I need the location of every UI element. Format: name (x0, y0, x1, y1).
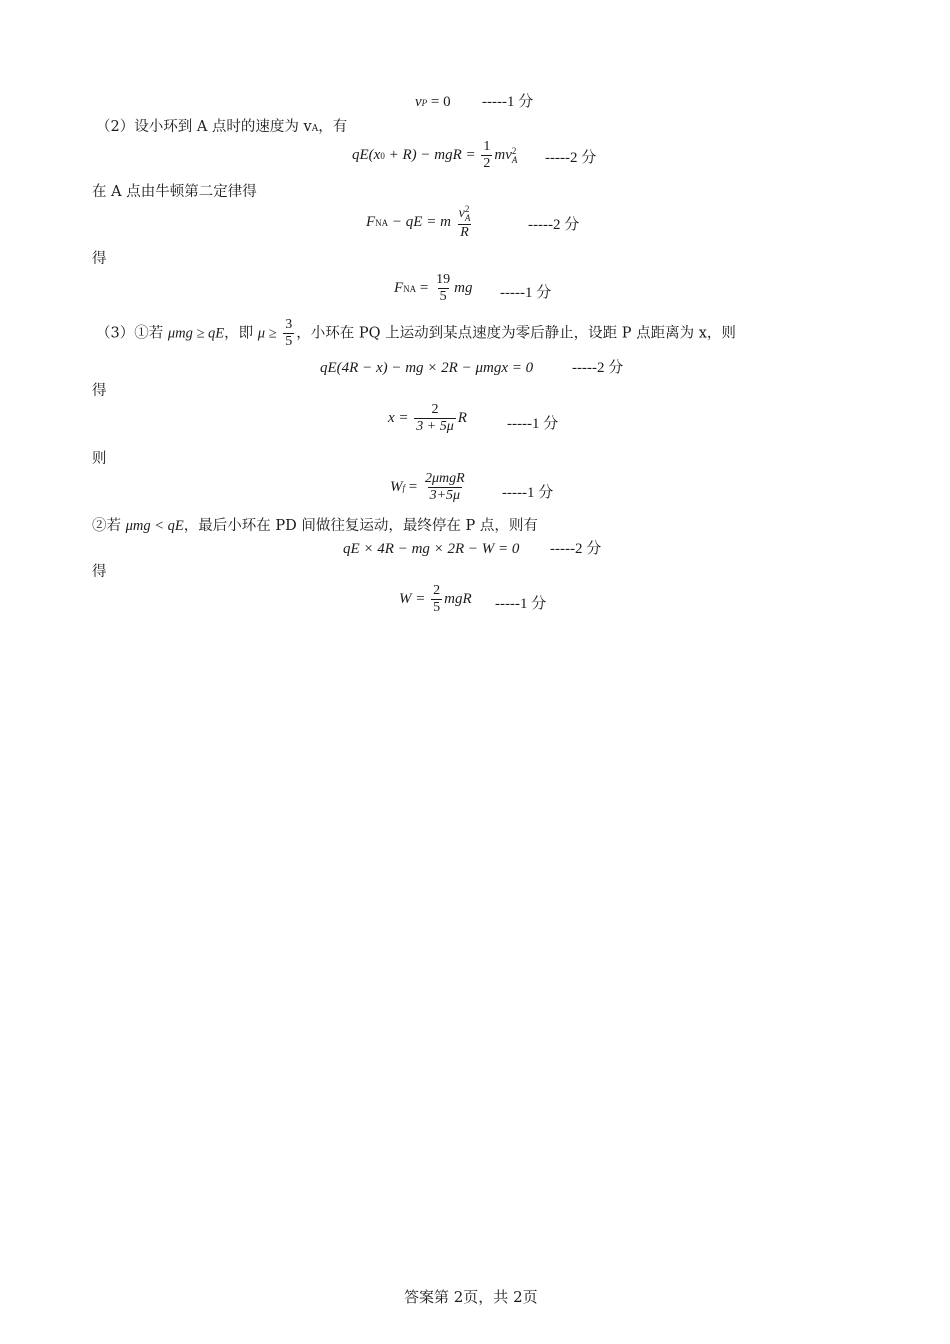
equation-x: x = $\frac{2}{3 + 5\mu}$ R (388, 402, 467, 434)
score-eq3: -----1 分 (500, 285, 552, 301)
part3-2-intro: ②若 μmg < qE，最后小环在 PD 间做往复运动，最终停在 P 点，则有 (92, 518, 538, 534)
equation-energy-a: qE(x0 + R) − mgR = $\frac{1}{2}$ mv 2 A (352, 139, 518, 171)
part2-intro: （2）设小环到 A 点时的速度为 vA，有 (96, 119, 348, 135)
ze: 则 (92, 451, 107, 467)
score-eq5: -----1 分 (507, 416, 559, 432)
equation-energy-w: qE × 4R − mg × 2R − W = 0 (343, 541, 520, 557)
equation-wf: Wf = $\frac{\text{2μmgR}}{3+5\mu}$ (390, 471, 465, 503)
score-eq7: -----2 分 (550, 541, 602, 557)
score-eq1: -----2 分 (545, 150, 597, 166)
equation-fna: FNA = $\frac{19}{5}$ mg (394, 272, 473, 304)
de-3: 得 (92, 564, 107, 580)
score-eq6: -----1 分 (502, 485, 554, 501)
equation-newton-a: FNA − qE = m v 2 A R (366, 204, 471, 240)
score-eq8: -----1 分 (495, 596, 547, 612)
equation-energy-x: qE(4R − x) − mg × 2R − μmgx = 0 (320, 360, 534, 376)
newton-intro: 在 A 点由牛顿第二定律得 (92, 184, 257, 200)
de-1: 得 (92, 251, 107, 267)
score-vp: -----1 分 (482, 94, 534, 110)
score-eq4: -----2 分 (572, 360, 624, 376)
page-footer: 答案第 2页，共 2页 (404, 1288, 538, 1306)
de-2: 得 (92, 383, 107, 399)
score-eq2: -----2 分 (528, 217, 580, 233)
equation-vp: vP = 0 (415, 94, 451, 110)
part3-intro: （3）①若 μmg ≥ qE，即 μ ≥ $\frac{3}{5}$ ，小环在 PQ 上运动到某点速度为零后静止，设距 P 点距离为 x，则 (96, 317, 736, 349)
equation-w: W = $\frac{2}{5}$ mgR (399, 583, 472, 615)
